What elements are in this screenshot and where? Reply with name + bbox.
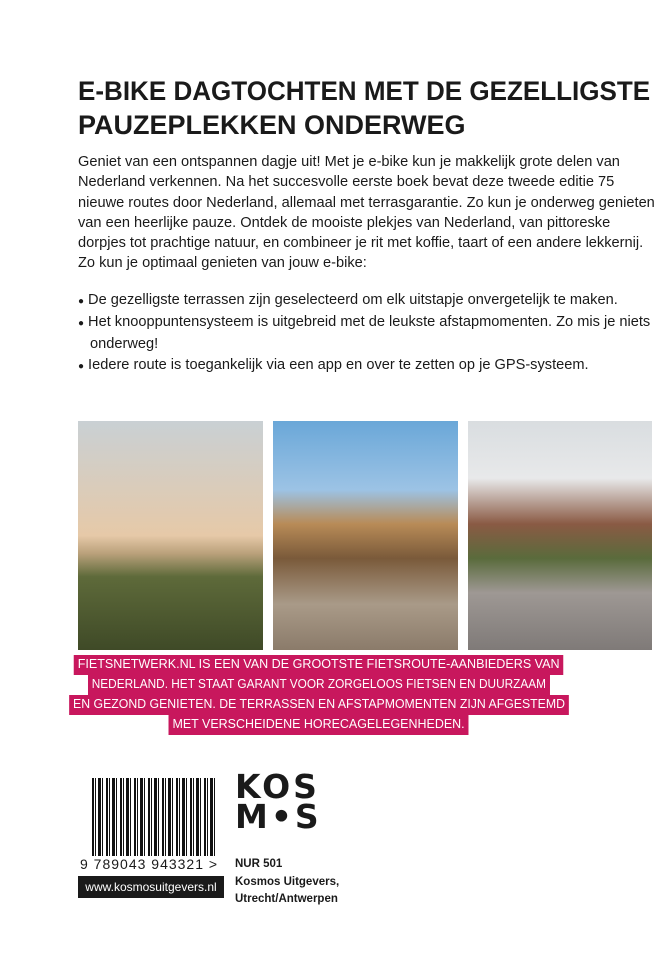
publisher-name: Kosmos Uitgevers, [235, 875, 340, 888]
highlight-line: EN GEZOND GENIETEN. DE TERRASSEN EN AFSTAPMOMENTEN ZIJN AFGESTEMD [69, 695, 569, 715]
title-line: E-BIKE DAGTOCHTEN MET DE GEZELLIGSTE [78, 76, 651, 106]
title-line: PAUZEPLEKKEN ONDERWEG [78, 110, 466, 140]
list-item: ● Iedere route is toegankelijk via een app en over te zetten op je GPS-systeem. [78, 355, 658, 377]
cover-title [78, 74, 668, 142]
website-link[interactable]: www.kosmosuitgevers.nl [78, 876, 224, 898]
highlight-line: FIETSNETWERK.NL IS EEN VAN DE GROOTSTE FIETSROUTE-AANBIEDERS VAN [74, 655, 564, 675]
photo-terrace [273, 421, 458, 650]
intro-text: Geniet van een ontspannen dagje uit! Met je e-bike kun je makkelijk grote delen van Nederland verkennen. Na het succesvolle eerste boek bevat deze tweede editie 75 nieuwe routes door Nederland, allemaal met terrasgarantie. Zo kun je onderweg genieten van een heerlijke pauze. Ontdek de mooiste plekjes van Nederland, van pittoreske dorpjes tot prachtige natuur, en combineer je rit met koffie, taart of een andere lekkernij. Zo kun je optimaal genieten van jouw e-bike: [78, 154, 655, 272]
nur-code: NUR 501 [235, 858, 283, 870]
barcode [92, 778, 217, 856]
photo-cyclists-village [468, 421, 652, 650]
photo-bridge-sunrise [78, 421, 263, 650]
kosmos-logo [235, 767, 322, 836]
list-item: ● De gezelligste terrassen zijn geselecteerd om elk uitstapje onvergetelijk te maken. [78, 290, 658, 312]
publisher-info [235, 856, 339, 909]
feature-list [78, 290, 658, 377]
list-item: ● Het knooppuntensysteem is uitgebreid met de leukste afstapmomenten. Zo mis je niets onderweg! [78, 312, 658, 355]
logo-line: M•S [235, 797, 322, 836]
highlight-text [0, 655, 638, 735]
publisher-location: Utrecht/Antwerpen [235, 893, 338, 905]
text-block [78, 152, 658, 377]
isbn-number: 9 789043 943321 > [80, 856, 219, 872]
highlight-line: MET VERSCHEIDENE HORECAGELEGENHEDEN. [169, 715, 469, 735]
highlight-line: NEDERLAND. HET STAAT GARANT VOOR ZORGELOOS FIETSEN EN DUURZAAM [88, 675, 550, 695]
logo-line: KOS [235, 767, 320, 806]
